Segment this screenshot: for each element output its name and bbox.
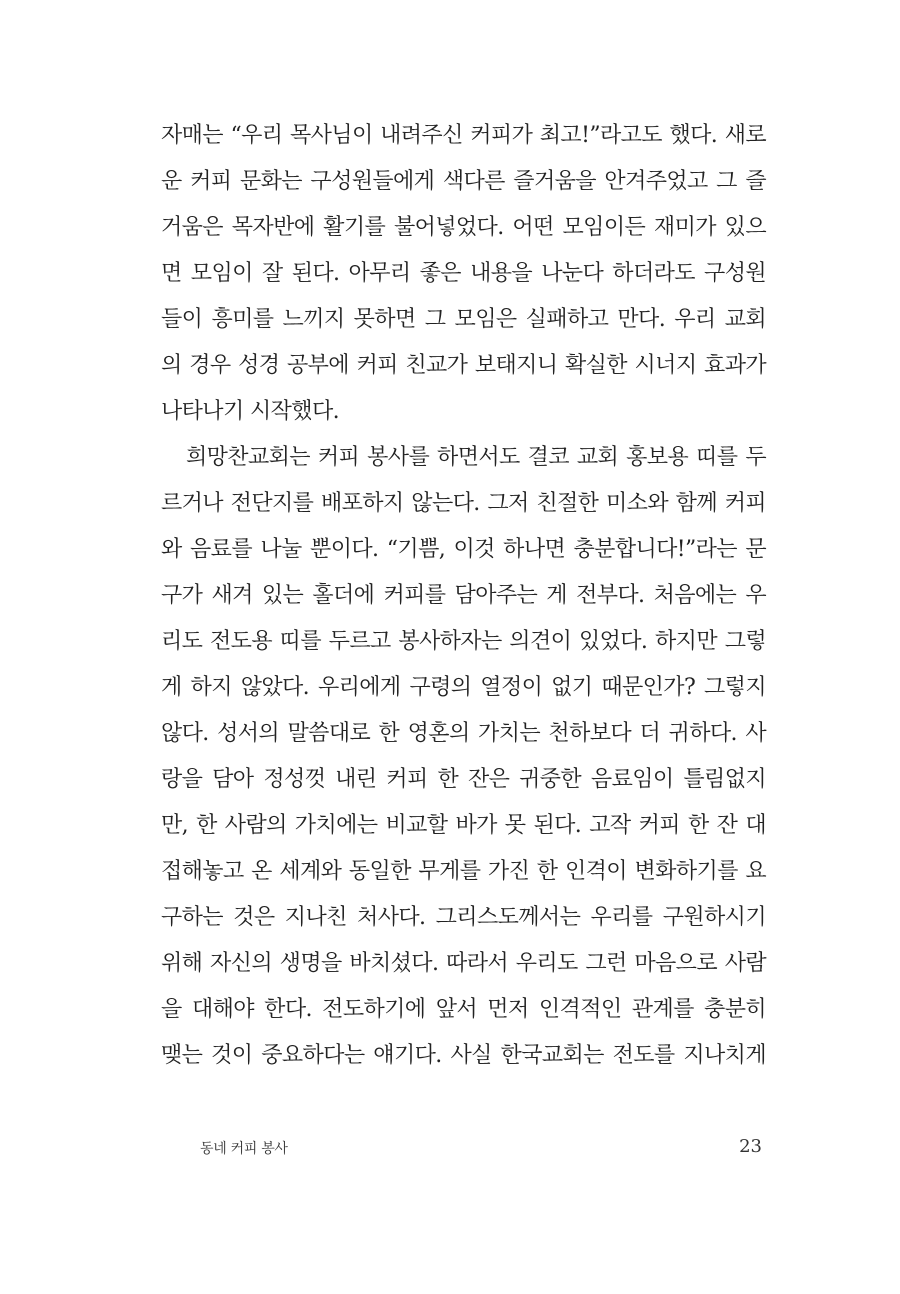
text-line: 접해놓고 온 세계와 동일한 무게를 가진 한 인격이 변화하기를 요: [161, 859, 766, 884]
text-line: 구하는 것은 지나친 처사다. 그리스도께서는 우리를 구원하시기: [161, 905, 766, 930]
text-line: 을 대해야 한다. 전도하기에 앞서 먼저 인격적인 관계를 충분히: [161, 997, 766, 1022]
text-line: 만, 한 사람의 가치에는 비교할 바가 못 된다. 고작 커피 한 잔 대: [161, 813, 766, 838]
text-line: 면 모임이 잘 된다. 아무리 좋은 내용을 나눈다 하더라도 구성원: [161, 261, 766, 286]
page-body: [161, 113, 766, 1079]
running-footer-title: 동네 커피 봉사: [200, 1141, 288, 1157]
text-line: 들이 흥미를 느끼지 못하면 그 모임은 실패하고 만다. 우리 교회: [161, 307, 766, 332]
paragraph-1: [161, 113, 766, 435]
text-line: 자매는 “우리 목사님이 내려주신 커피가 최고!”라고도 했다. 새로: [161, 123, 766, 148]
text-line: 희망찬교회는 커피 봉사를 하면서도 결코 교회 홍보용 띠를 두: [186, 445, 766, 470]
text-line: 나타나기 시작했다.: [161, 399, 340, 424]
text-line: 위해 자신의 생명을 바치셨다. 따라서 우리도 그런 마음으로 사람: [161, 951, 766, 976]
text-line: 리도 전도용 띠를 두르고 봉사하자는 의견이 있었다. 하지만 그렇: [161, 629, 766, 654]
text-line: 의 경우 성경 공부에 커피 친교가 보태지니 확실한 시너지 효과가: [161, 353, 766, 378]
text-line: 르거나 전단지를 배포하지 않는다. 그저 친절한 미소와 함께 커피: [161, 491, 766, 516]
paragraph-2: [161, 435, 766, 1079]
text-line: 운 커피 문화는 구성원들에게 색다른 즐거움을 안겨주었고 그 즐: [161, 169, 766, 194]
text-line: 구가 새겨 있는 홀더에 커피를 담아주는 게 전부다. 처음에는 우: [161, 583, 766, 608]
page-number: 23: [739, 1136, 762, 1157]
text-line: 와 음료를 나눌 뿐이다. “기쁨, 이것 하나면 충분합니다!”라는 문: [161, 537, 766, 562]
text-line: 게 하지 않았다. 우리에게 구령의 열정이 없기 때문인가? 그렇지: [161, 675, 766, 700]
text-line: 맺는 것이 중요하다는 얘기다. 사실 한국교회는 전도를 지나치게: [161, 1043, 766, 1068]
text-line: 랑을 담아 정성껏 내린 커피 한 잔은 귀중한 음료임이 틀림없지: [161, 767, 766, 792]
text-line: 않다. 성서의 말씀대로 한 영혼의 가치는 천하보다 더 귀하다. 사: [161, 721, 766, 746]
text-line: 거움은 목자반에 활기를 불어넣었다. 어떤 모임이든 재미가 있으: [161, 215, 766, 240]
